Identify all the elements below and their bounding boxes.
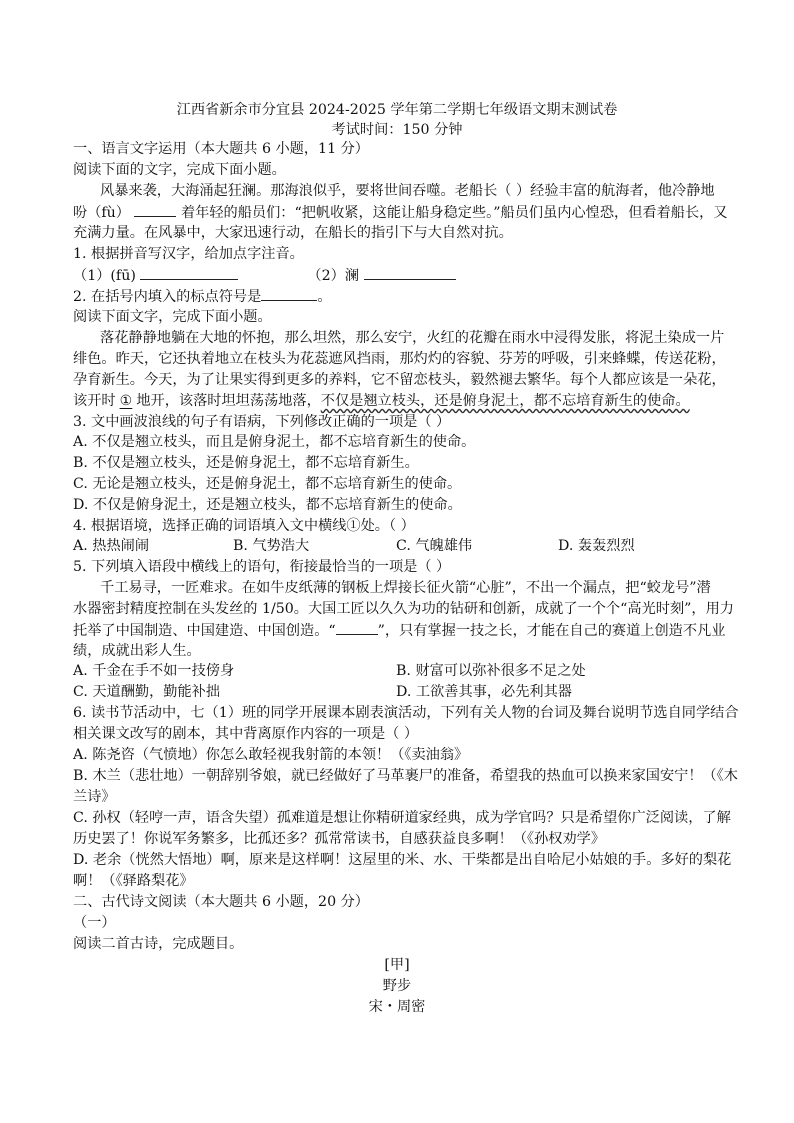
q1-part-b-label: （2）澜 xyxy=(307,268,360,284)
question-5: 5. 下列填入语段中横线上的语句，衔接最恰当的一项是（ ） xyxy=(73,559,451,575)
q6-option-c-line-2[interactable]: 历史罢了！你说军务繁多，比孤还多？孤常常读书，自感获益良多啊！（《孙权劝学》 xyxy=(73,831,606,847)
passage2-line-2: 绯色。昨天，它还执着地立在枝头为花蕊遮风挡雨，那灼灼的容貌、芬芳的呼吸，引来蜂蝶，传送花粉， xyxy=(73,351,726,367)
q3-option-c[interactable]: C. 无论是翘立枝头，还是俯身泥土，都不忘培育新生的使命。 xyxy=(73,476,462,492)
question-6-line-2: 相关课文改写的剧本，其中背离原作内容的一项是（ ） xyxy=(73,726,419,742)
q1-part-a-blank[interactable] xyxy=(140,265,238,280)
q4-option-a[interactable]: A. 热热闹闹 xyxy=(73,538,150,554)
q2-text: 2. 在括号内填入的标点符号是 xyxy=(73,289,262,305)
q5-option-b[interactable]: B. 财富可以弥补很多不足之处 xyxy=(396,663,586,679)
q1-part-b-blank[interactable] xyxy=(364,265,456,280)
blank-1-marker: ① xyxy=(119,393,133,409)
instruction-2: 阅读下面文字，完成下面小题。 xyxy=(73,309,272,325)
q5-option-a[interactable]: A. 千金在手不如一技傍身 xyxy=(73,663,235,679)
passage2-line-1: 落花静静地躺在大地的怀抱，那么坦然，那么安宁，火红的花瓣在雨水中浸得发胀，将泥土染成一片 xyxy=(100,330,725,346)
exam-time: 考试时间：150 分钟 xyxy=(331,122,463,138)
passage3-line-3 xyxy=(73,620,726,641)
poem-title: 野步 xyxy=(382,978,412,994)
q1-part-a-label: （1）(fū) xyxy=(73,268,136,284)
passage1-line-2-rest: 着年轻的船员们：“把帆收紧，这能让船身稳定些。”船员们虽内心惶恐，但看着船长，又 xyxy=(180,205,728,221)
instruction-1: 阅读下面的文字，完成下面小题。 xyxy=(73,162,286,178)
passage3-l3-end: ”，只有掌握一技之长，才能在自己的赛道上创造不凡业 xyxy=(377,623,726,639)
section1-heading: 一、语言文字运用（本大题共 6 小题，11 分） xyxy=(73,141,369,157)
poem-tag: [甲] xyxy=(384,957,410,973)
section2-heading: 二、古代诗文阅读（本大题共 6 小题，20 分） xyxy=(73,894,369,910)
q4-option-c[interactable]: C. 气魄雄伟 xyxy=(396,538,473,554)
q6-option-c-line-1[interactable]: C. 孙权（轻哼一声，语含失望）孤难道是想让你精研道家经典，成为学官吗？只是希望你广泛阅读，了解 xyxy=(73,810,731,826)
passage1-line-1: 风暴来袭，大海涌起狂澜。那海浪似乎，要将世间吞噬。老船长（ ）经验丰富的航海者，他冷静地 xyxy=(100,183,715,199)
passage1-line-2 xyxy=(73,202,728,223)
passage1-pinyin-word: 吩（fù） xyxy=(73,205,130,221)
q2-blank[interactable] xyxy=(261,286,317,301)
passage3-l3-start: 托举了中国制造、中国建造、中国创造。“ xyxy=(73,623,336,639)
section2-instruction: 阅读二首古诗，完成题目。 xyxy=(73,936,244,952)
passage3-line-4: 绩，成就出彩人生。 xyxy=(73,643,201,659)
q6-option-d-line-1[interactable]: D. 老余（恍然大悟地）啊，原来是这样啊！这屋里的米、水、干柴都是出自哈尼小姑娘的手。多好的梨花 xyxy=(73,852,732,868)
q6-option-d-line-2[interactable]: 啊！（《驿路梨花》 xyxy=(73,873,194,889)
q3-option-a[interactable]: A. 不仅是翘立枝头，而且是俯身泥土，都不忘培育新生的使命。 xyxy=(73,434,476,450)
q3-option-b[interactable]: B. 不仅是翘立枝头，还是俯身泥土，都不忘培育新生。 xyxy=(73,455,419,471)
passage2-l4-start: 该开时 xyxy=(73,393,116,409)
q4-option-b[interactable]: B. 气势浩大 xyxy=(233,538,310,554)
poem-author: 宋・周密 xyxy=(368,999,426,1015)
q6-option-b-line-2[interactable]: 兰诗》 xyxy=(73,789,116,805)
passage2-line-4 xyxy=(73,391,723,411)
q6-option-b-line-1[interactable]: B. 木兰（悲壮地）一朝辞别爷娘，就已经做好了马革裹尸的准备，希望我的热血可以换来家国安宁！（《木 xyxy=(73,768,738,784)
passage2-line-3: 孕育新生。今天，为了让果实得到更多的养料，它不留恋枝头，毅然褪去繁华。每个人都应该是一朵花， xyxy=(73,372,726,388)
q3-option-d[interactable]: D. 不仅是俯身泥土，还是翘立枝头，都不忘培育新生的使命。 xyxy=(73,497,462,513)
exam-title: 江西省新余市分宜县 2024-2025 学年第二学期七年级语文期末测试卷 xyxy=(176,102,618,118)
q4-option-d[interactable]: D. 轰轰烈烈 xyxy=(558,538,635,554)
passage3-line-1: 千工易寻，一匠难求。在如牛皮纸薄的钢板上焊接长征火箭“心脏”，不出一个漏点，把“蛟龙号”潜 xyxy=(100,580,711,596)
passage3-line-2: 水器密封精度控制在头发丝的 1/50。大国工匠以久久为功的钻研和创新，成就了一个个“高光时刻”，用力 xyxy=(73,601,734,617)
question-2 xyxy=(73,286,723,307)
passage2-l4-mid: 地开，该落时坦坦荡荡地落， xyxy=(136,393,321,409)
wavy-underlined-sentence: 不仅是翘立枝头，还是俯身泥土，都不忘培育新生的使命。 xyxy=(320,393,690,409)
q2-end: 。 xyxy=(317,289,332,305)
question-3: 3. 文中画波浪线的句子有语病，下列修改正确的一项是（ ） xyxy=(73,414,451,430)
question-4: 4. 根据语境，选择正确的词语填入文中横线①处。（ ） xyxy=(73,518,415,534)
q6-option-a[interactable]: A. 陈尧咨（气愤地）你怎么敢轻视我射箭的本领！（《卖油翁》 xyxy=(73,747,469,763)
q5-option-c[interactable]: C. 天道酬勤，勤能补拙 xyxy=(73,684,221,700)
fill-blank xyxy=(134,202,176,217)
passage1-line-3: 充满力量。在风暴中，大家迅速行动，在船长的指引下与大自然对抗。 xyxy=(73,225,513,241)
question-1: 1. 根据拼音写汉字，给加点字注音。 xyxy=(73,246,304,262)
q5-blank xyxy=(336,620,378,635)
section2-sub: （一） xyxy=(73,915,116,931)
q5-option-d[interactable]: D. 工欲善其事，必先利其器 xyxy=(396,684,572,700)
question-1-answers xyxy=(73,265,723,286)
question-6-line-1: 6. 读书节活动中，七（1）班的同学开展课本剧表演活动，下列有关人物的台词及舞台说明节选自同学结合 xyxy=(73,705,739,721)
